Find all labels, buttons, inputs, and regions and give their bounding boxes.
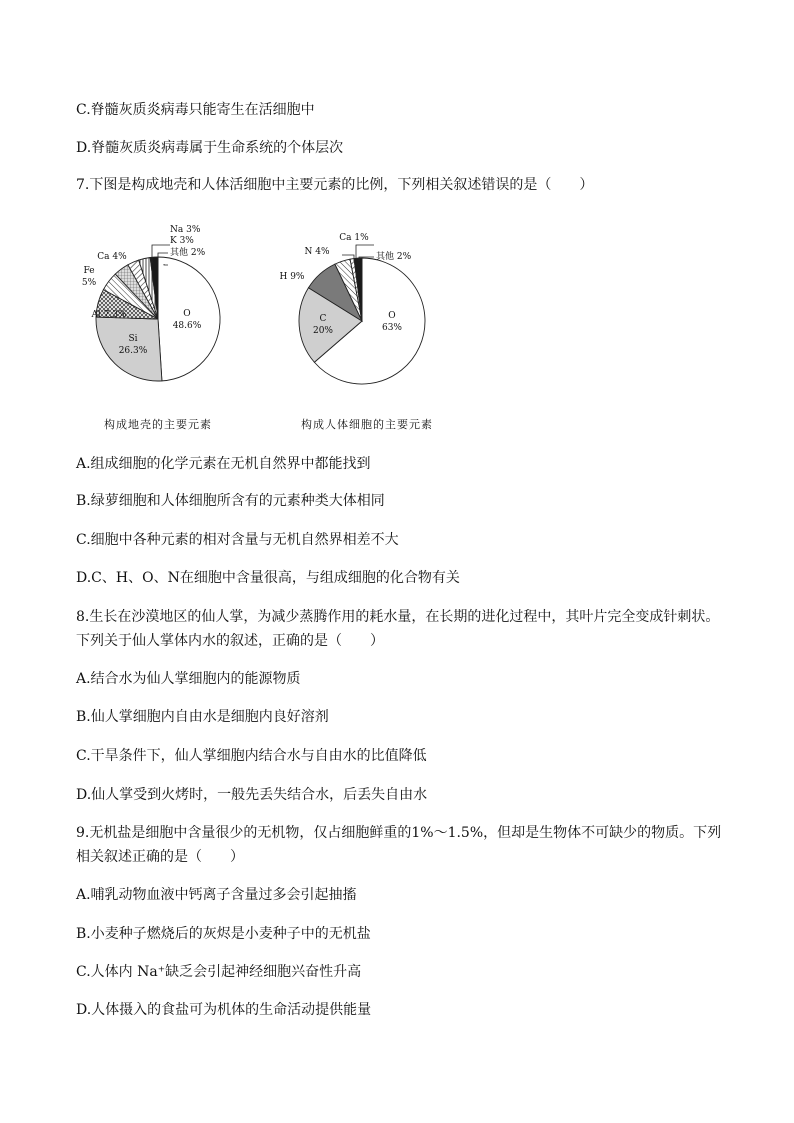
option-8c: C.干旱条件下，仙人掌细胞内结合水与自由水的比值降低 — [76, 748, 427, 764]
question-8-stem-line1: 8.生长在沙漠地区的仙人掌，为减少蒸腾作用的耗水量，在长期的进化过程中，其叶片完全变成针刺状。 — [76, 609, 720, 625]
option-7c: C.细胞中各种元素的相对含量与无机自然界相差不大 — [76, 532, 399, 548]
label-c: C — [319, 314, 327, 324]
option-8a: A.结合水为仙人掌细胞内的能源物质 — [76, 671, 301, 687]
label-n: N 4% — [304, 247, 330, 257]
label-h: H 9% — [279, 272, 305, 282]
label-fe-value: 5% — [81, 278, 97, 288]
label-o: O — [183, 309, 191, 319]
label-ca: Ca 4% — [97, 252, 127, 262]
label-k: K 3% — [170, 236, 194, 246]
option-7d: D.C、H、O、N在细胞中含量很高，与组成细胞的化合物有关 — [76, 570, 460, 586]
human-chart-caption: 构成人体细胞的主要元素 — [301, 418, 433, 431]
label-o-value: 63% — [381, 323, 403, 333]
option-8b: B.仙人掌细胞内自由水是细胞内良好溶剂 — [76, 709, 329, 725]
label-o: O — [388, 311, 396, 321]
label-si: Si — [128, 334, 138, 344]
label-ca: Ca 1% — [339, 233, 369, 243]
label-na: Na 3% — [170, 225, 201, 235]
option-9d: D.人体摄入的食盐可为机体的生命活动提供能量 — [76, 1002, 372, 1018]
option-9b: B.小麦种子燃烧后的灰烬是小麦种子中的无机盐 — [76, 926, 371, 942]
question-8-stem-line2: 下列关于仙人掌体内水的叙述，正确的是（ ） — [76, 633, 384, 649]
option-9c: C.人体内 Na⁺缺乏会引起神经细胞兴奋性升高 — [76, 964, 362, 980]
label-c-value: 20% — [312, 326, 334, 336]
option-6d: D.脊髓灰质炎病毒属于生命系统的个体层次 — [76, 140, 344, 156]
crust-chart-caption: 构成地壳的主要元素 — [104, 418, 212, 431]
option-7b: B.绿萝细胞和人体细胞所含有的元素种类大体相同 — [76, 493, 385, 509]
crust-elements-pie-chart — [70, 215, 270, 405]
label-fe: Fe — [83, 266, 95, 276]
label-other: 其他 2% — [170, 248, 206, 258]
option-7a: A.组成细胞的化学元素在无机自然界中都能找到 — [76, 456, 371, 472]
label-o-value: 48.6% — [172, 321, 202, 331]
label-al: Al 7.3% — [91, 310, 127, 320]
option-6c: C.脊髓灰质炎病毒只能寄生在活细胞中 — [76, 102, 315, 118]
option-9a: A.哺乳动物血液中钙离子含量过多会引起抽搐 — [76, 887, 357, 903]
label-si-value: 26.3% — [118, 346, 148, 356]
human-cell-elements-pie-chart — [270, 215, 470, 405]
question-7-stem: 7.下图是构成地壳和人体活细胞中主要元素的比例，下列相关叙述错误的是（ ） — [76, 177, 594, 193]
question-9-stem-line1: 9.无机盐是细胞中含量很少的无机物，仅占细胞鲜重的1%～1.5%，但却是生物体不可缺少的物质。下列 — [76, 825, 722, 841]
question-9-stem-line2: 相关叙述正确的是（ ） — [76, 849, 244, 865]
label-other: 其他 2% — [376, 252, 412, 262]
option-8d: D.仙人掌受到火烤时，一般先丢失结合水，后丢失自由水 — [76, 787, 428, 803]
